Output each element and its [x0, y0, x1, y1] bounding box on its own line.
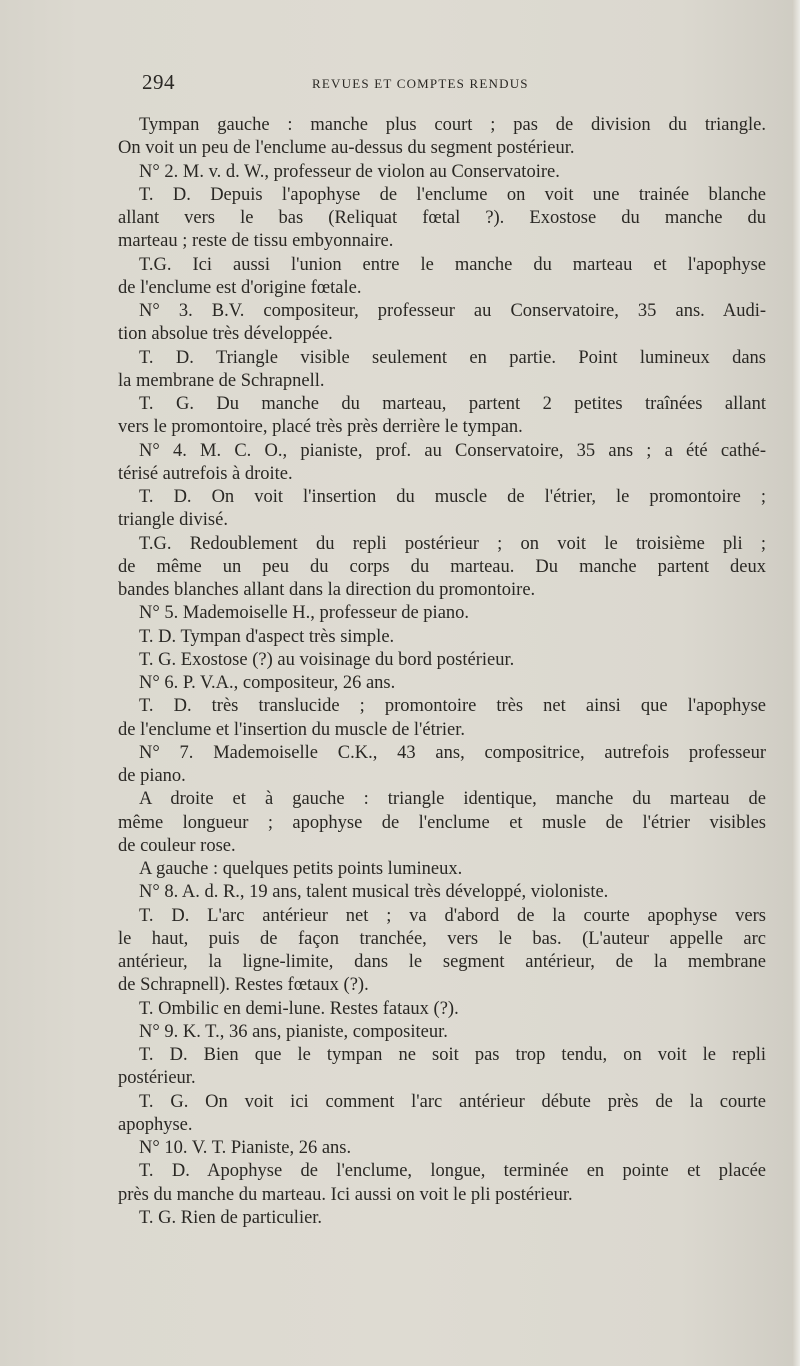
text-line: apophyse. — [118, 1114, 193, 1135]
text-line: T. D. Tympan d'aspect très simple. — [139, 626, 395, 647]
running-head: REVUES ET COMPTES RENDUS — [312, 76, 529, 91]
text-line: le haut, puis de façon tranchée, vers le bas. (L'auteur appelle arc — [118, 928, 766, 949]
text-line: de même un peu du corps du marteau. Du manche partent deux — [118, 556, 766, 577]
text-line: même longueur ; apophyse de l'enclume et musle de l'étrier visibles — [118, 812, 766, 833]
page-edge — [792, 0, 800, 1366]
text-line: N° 2. M. v. d. W., professeur de violon au Conservatoire. — [139, 161, 560, 182]
text-line: T. G. Rien de particulier. — [139, 1207, 323, 1228]
text-line: T. G. On voit ici comment l'arc antérieur débute près de la courte — [139, 1091, 766, 1112]
body-text — [118, 114, 766, 1230]
text-line: N° 9. K. T., 36 ans, pianiste, compositeur. — [139, 1021, 448, 1042]
text-line: N° 4. M. C. O., pianiste, prof. au Conservatoire, 35 ans ; a été cathé- — [139, 440, 766, 461]
text-line: T. D. Apophyse de l'enclume, longue, terminée en pointe et placée — [139, 1161, 766, 1182]
text-line: de piano. — [118, 766, 186, 786]
text-line: N° 8. A. d. R., 19 ans, talent musical très développé, violoniste. — [139, 882, 609, 903]
text-line: de couleur rose. — [118, 835, 236, 856]
text-line: A gauche : quelques petits points lumineux. — [139, 859, 463, 879]
text-line: bandes blanches allant dans la direction du promontoire. — [118, 580, 536, 600]
text-line: de l'enclume et l'insertion du muscle de l'étrier. — [118, 719, 466, 740]
text-line: antérieur, la ligne-limite, dans le segment antérieur, de la membrane — [118, 952, 766, 972]
text-line: la membrane de Schrapnell. — [118, 370, 325, 391]
text-line: de Schrapnell). Restes fœtaux (?). — [118, 975, 369, 996]
text-line: T. D. L'arc antérieur net ; va d'abord de la courte apophyse vers — [139, 905, 766, 926]
text-line: N° 5. Mademoiselle H., professeur de piano. — [139, 603, 470, 624]
text-line: A droite et à gauche : triangle identique, manche du marteau de — [139, 789, 766, 810]
text-line: vers le promontoire, placé très près derrière le tympan. — [118, 417, 523, 438]
page-number: 294 — [142, 70, 175, 94]
text-line: N° 10. V. T. Pianiste, 26 ans. — [139, 1138, 352, 1158]
page-header — [142, 70, 762, 96]
text-line: postérieur. — [118, 1068, 196, 1089]
text-line: tion absolue très développée. — [118, 324, 333, 345]
text-line: N° 7. Mademoiselle C.K., 43 ans, compositrice, autrefois professeur — [139, 742, 766, 763]
text-line: T. D. On voit l'insertion du muscle de l'étrier, le promontoire ; — [139, 487, 766, 507]
text-line: N° 3. B.V. compositeur, professeur au Conservatoire, 35 ans. Audi- — [139, 301, 766, 321]
text-line: Tympan gauche : manche plus court ; pas de division du triangle. — [139, 115, 766, 135]
text-line: T. Ombilic en demi-lune. Restes fataux (?). — [139, 998, 459, 1019]
text-line: T. D. Bien que le tympan ne soit pas trop tendu, on voit le repli — [139, 1045, 766, 1065]
text-line: T. D. Triangle visible seulement en partie. Point lumineux dans — [139, 347, 766, 368]
text-line: T. G. Exostose (?) au voisinage du bord postérieur. — [139, 649, 515, 670]
text-line: T. D. très translucide ; promontoire très net ainsi que l'apophyse — [139, 696, 766, 717]
text-line: de l'enclume est d'origine fœtale. — [118, 277, 362, 298]
text-line: près du manche du marteau. Ici aussi on voit le pli postérieur. — [118, 1184, 573, 1205]
text-line: T. G. Du manche du marteau, partent 2 petites traînées allant — [139, 394, 766, 414]
text-line: T.G. Redoublement du repli postérieur ; on voit le troisième pli ; — [139, 533, 766, 554]
text-line: allant vers le bas (Reliquat fœtal ?). Exostose du manche du — [118, 208, 766, 228]
text-line: T.G. Ici aussi l'union entre le manche du marteau et l'apophyse — [139, 254, 766, 275]
text-line: triangle divisé. — [118, 510, 228, 531]
text-line: On voit un peu de l'enclume au-dessus du segment postérieur. — [118, 138, 575, 159]
text-line: térisé autrefois à droite. — [118, 463, 293, 484]
text-line: marteau ; reste de tissu embyonnaire. — [118, 231, 394, 252]
text-line: T. D. Depuis l'apophyse de l'enclume on voit une trainée blanche — [139, 184, 766, 205]
text-line: N° 6. P. V.A., compositeur, 26 ans. — [139, 673, 396, 693]
